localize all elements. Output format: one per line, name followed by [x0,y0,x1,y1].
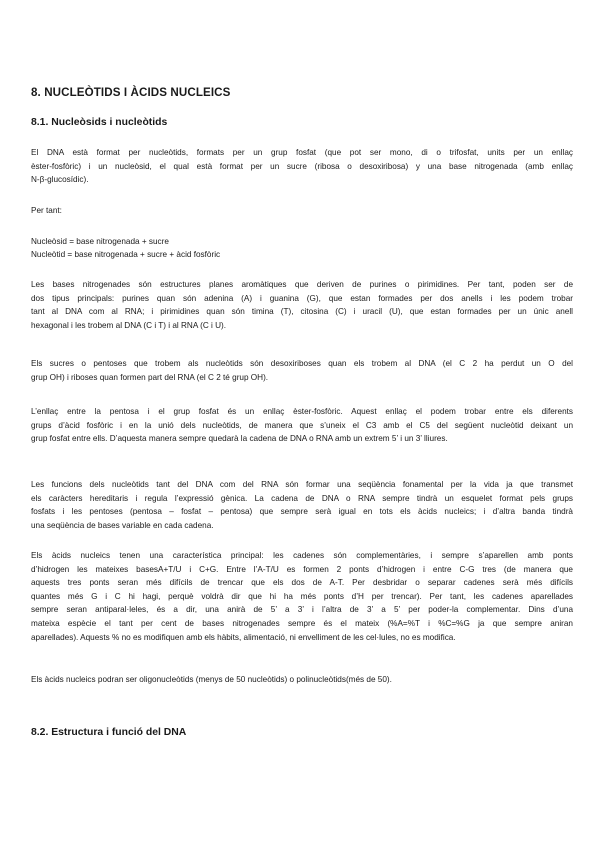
text-line: aparellades). Aquests % no es modifiquen amb els hàbits, alimentació, ni envelliment de les cel·lules, no es modifica. [31,632,456,642]
text-line: Els àcids nucleics tenen una característica principal: les cadenes són complementàries, i sempre s’aparellen amb ponts [31,551,573,560]
paragraph-functions [31,478,573,532]
text-line: mateixa espècie el tant per cent de bases nitrogenades sempre és el mateix (%A=%T i %C=%G ja que sempre aniran [31,618,573,628]
text-line: grup fosfat entre ells. D’aquesta manera sempre quedarà la cadena de DNA o RNA amb un extrem 5’ i un 3’ lliures. [31,434,448,444]
text-line: sempre seran antiparal·leles, és a dir, una anirà de 5’ a 3’ i l’altra de 3’ a 5’ per poder-la complementar. Dins d’una [31,605,573,615]
text-line: El DNA està format per nucleòtids, formats per un grup fosfat (que pot ser mono, di o trifosfat, units per un enllaç [31,148,573,157]
equation-nucleoside: Nucleòsid = base nitrogenada + sucre [31,237,169,246]
text-line: èster-fosfòric) i un nucleòsid, el qual està format per un sucre (ribosa o desoxiribosa) y una base nitrogenada (amb enllaç [31,161,573,171]
paragraph-pentoses [31,357,573,384]
text-line: aquests tres ponts seran més difícils de trencar que els dos de A-T. Per desbridar o separar cadenes serà més difícils [31,578,573,588]
text-line: Les bases nitrogenades són estructures planes aromàtiques que deriven de purines o pirimidines. Per tant, poden ser de [31,280,573,289]
section-heading-8-1: 8.1. Nucleòsids i nucleòtids [31,117,168,128]
paragraph-oligonucleotides: Els àcids nucleics podran ser oligonucleòtids (menys de 50 nucleòtids) o polinucleòtids(més de 50). [31,675,392,684]
text-line: Les funcions dels nucleòtids tant del DNA com del RNA són formar una seqüència fonamental per la vida ja que transmet [31,480,573,489]
text-line: dos tipus principals: purines quan són adenina (A) i guanina (G), que estan formades per dos anells i les podem trobar [31,293,573,303]
text-line: grup OH) i riboses quan formen part del RNA (el C 2 té grup OH). [31,372,269,382]
text-line: d’hidrogen les mateixes basesA+T/U i C+G. Entre l’A-T/U es formen 2 ponts d’hidrogen i entre C-G tres (de manera que [31,564,573,574]
section-heading-8-2: 8.2. Estructura i funció del DNA [31,727,187,738]
paragraph-nucleotide-definition [31,146,573,187]
text-line: quantes més G i C hi hagi, perquè voldrà dir que hi ha més ponts d’H per trencar). Per tant, les cadenes aparellades [31,591,573,601]
equation-nucleotide: Nucleòtid = base nitrogenada + sucre + àcid fosfòric [31,250,221,259]
paragraph-ester-bond [31,405,573,446]
text-line: els caràcters hereditaris i regula l’expressió gènica. La cadena de DNA o RNA sempre tindrà un esquelet format pels grups [31,493,573,503]
text-line: tant al DNA com al RNA; i pirimidines quan són timina (T), citosina (C) i uracil (U), que estan formades per un únic anell [31,307,573,317]
text-line: hexagonal i les trobem al DNA (C i T) i al RNA (C i U). [31,320,227,330]
paragraph-complementarity [31,549,573,644]
text-line: grups d’àcid fosfòric i en la unió dels nucleòtids, de manera que s’uneix el C3 amb el C5 del següent nucleòtid deixant un [31,420,573,430]
text-line: N-β-glucosídic). [31,175,89,185]
text-line: una seqüència de bases variable en cada cadena. [31,520,214,530]
per-tant-label: Per tant: [31,206,62,215]
text-line: L’enllaç entre la pentosa i el grup fosfat és un enllaç èster-fosfòric. Aquest enllaç el podem trobar entre els diferents [31,407,573,416]
text-line: fosfats i les pentoses (pentosa – fosfat – pentosa) que sempre serà igual en tots els àcids nucleics; i d’altra banda tindrà [31,507,573,517]
chapter-heading: 8. NUCLEÒTIDS I ÀCIDS NUCLEICS [31,86,231,99]
text-line: Els sucres o pentoses que trobem als nucleòtids són desoxiriboses quan els trobem al DNA (el C 2 ha perdut un O del [31,359,573,368]
paragraph-nitrogenous-bases [31,278,573,332]
